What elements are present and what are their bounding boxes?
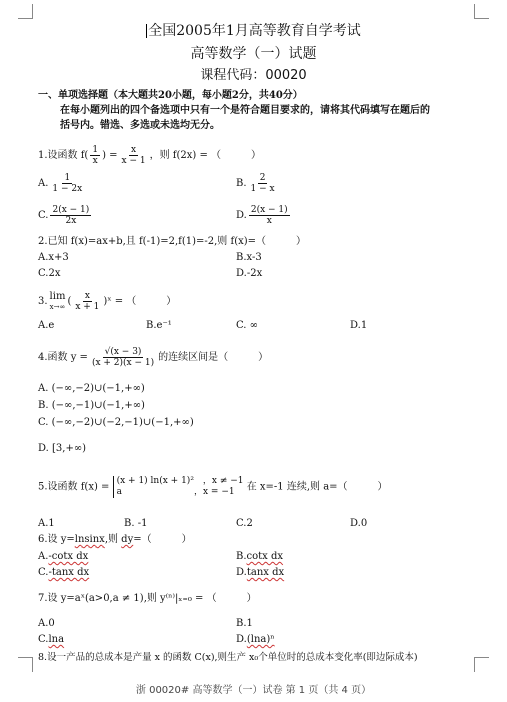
q1-rhs-fraction <box>120 145 148 166</box>
q7-d-label: D. <box>236 634 247 645</box>
q1-rhs-num: x <box>131 145 137 155</box>
q1-a-den: 1 − 2x <box>52 184 83 194</box>
q1-rhs-den: x − 1 <box>121 156 146 166</box>
q2-option-c: C.2x <box>38 268 61 279</box>
q6-dy: dy <box>121 534 134 545</box>
q1-c-fraction <box>50 205 91 226</box>
q3-num: x <box>84 291 90 301</box>
q5-case-1: (x + 1) ln(x + 1)² ，x ≠ −1 <box>116 476 244 486</box>
crop-mark-bottom-right <box>474 657 489 672</box>
q2-option-a: A.x+3 <box>38 252 69 263</box>
q1-arg-num: 1 <box>92 145 99 155</box>
q7-option-c <box>38 634 64 646</box>
q7-option-a: A.0 <box>38 618 55 629</box>
q4-num: √(x − 3) <box>104 347 142 357</box>
q4-suffix: 的连续区间是（ ） <box>158 352 269 363</box>
q1-d-label: D. <box>236 210 247 221</box>
q6-option-b <box>236 551 283 563</box>
q3-fraction <box>73 291 101 312</box>
q1-option-b <box>236 173 279 194</box>
exam-title-text: 全国2005年1月高等教育自学考试 <box>148 23 361 39</box>
q6-a-label: A. <box>38 551 49 562</box>
q6-func: lnsinx <box>74 534 105 545</box>
q4-option-a: A. (−∞,−2)∪(−1,+∞) <box>38 383 145 394</box>
q5-option-d: D.0 <box>350 518 368 529</box>
q3-option-b: B.e⁻¹ <box>146 320 172 331</box>
q6-prefix: 6.设 y= <box>38 534 75 545</box>
q1-d-fraction <box>249 205 290 226</box>
course-code: 课程代码：00020 <box>200 68 307 83</box>
q1-arg-den: x <box>92 156 98 166</box>
question-8-stem: 8.设一产品的总成本是产量 x 的函数 C(x),则生产 x₀个单位时的总成本变化率(即边际成本) <box>38 652 418 663</box>
q3-limit <box>50 292 66 312</box>
q6-c-label: C. <box>38 567 49 578</box>
q1-a-num: 1 <box>64 173 71 183</box>
q6-d-label: D. <box>236 567 247 578</box>
q3-prefix: 3. <box>38 296 48 307</box>
q1-eq: ) = <box>102 150 118 161</box>
q7-c-text: lna <box>48 634 65 645</box>
page-footer: 浙 00020# 高等数学（一）试卷 第 1 页（共 4 页） <box>135 685 372 696</box>
q3-option-c: C. ∞ <box>236 320 258 331</box>
q3-lim: lim <box>49 290 66 302</box>
q3-lim-sub: x→∞ <box>49 302 66 311</box>
q1-d-den: x <box>266 216 272 226</box>
q6-option-c <box>38 567 89 579</box>
q6-c-text: -tanx dx <box>48 567 90 578</box>
crop-mark-bottom-left <box>18 657 33 672</box>
instruction-line-1: 在每小题列出的四个备选项中只有一个是符合题目要求的，请将其代码填写在题后的 <box>60 105 430 116</box>
q4-den: (x + 2)(x − 1) <box>91 358 155 368</box>
q1-c-den: 2x <box>65 216 77 226</box>
question-1-stem <box>38 145 261 166</box>
section-heading: 一、单项选择题（本大题共20小题，每小题2分，共40分） <box>38 90 303 101</box>
subject-title: 高等数学（一）试题 <box>190 46 317 62</box>
q6-b-label: B. <box>236 551 247 562</box>
exam-title <box>0 23 507 39</box>
q3-den: x + 1 <box>75 302 100 312</box>
q1-option-c <box>38 205 93 226</box>
q6-suffix: =（ ） <box>133 534 192 545</box>
q1-prefix: 1.设函数 f( <box>38 150 89 161</box>
q4-option-c: C. (−∞,−2)∪(−2,−1)∪(−1,+∞) <box>38 417 194 428</box>
question-4-stem <box>38 347 268 368</box>
q1-d-num: 2(x − 1) <box>250 205 288 215</box>
q3-open: ( <box>67 296 72 307</box>
q1-b-num: 2 <box>259 173 266 183</box>
question-2-stem: 2.已知 f(x)=ax+b,且 f(-1)=2,f(1)=-2,则 f(x)=（ ） <box>38 236 307 247</box>
q6-option-a <box>38 551 88 563</box>
q6-a-text: -cotx dx <box>48 551 89 562</box>
q2-option-d: D.-2x <box>236 268 263 279</box>
crop-mark-top-right <box>474 4 489 19</box>
q7-c-label: C. <box>38 634 49 645</box>
q7-d-text: (lna)ⁿ <box>246 634 275 645</box>
q4-option-d: D. [3,+∞) <box>38 443 87 454</box>
q3-close: )ˣ = （ ） <box>103 296 177 307</box>
q6-mid: ,则 <box>104 534 122 545</box>
q4-option-b: B. (−∞,−1)∪(−1,+∞) <box>38 400 145 411</box>
question-7-stem: 7.设 y=aˣ(a>0,a ≠ 1),则 y⁽ⁿ⁾|ₓ₌₀ = （ ） <box>38 593 257 604</box>
q1-suffix: ，则 f(2x) = （ ） <box>149 150 262 161</box>
q1-b-den: 1 − x <box>250 184 275 194</box>
q5-option-a: A.1 <box>38 518 55 529</box>
question-5-stem <box>38 476 388 498</box>
q1-option-a <box>38 173 86 194</box>
q1-a-label: A. <box>38 178 49 189</box>
q1-a-fraction <box>50 173 84 194</box>
q5-case-2: a ，x = −1 <box>116 487 235 497</box>
q1-c-label: C. <box>38 210 49 221</box>
q2-option-b: B.x-3 <box>236 252 262 263</box>
q6-d-text: tanx dx <box>246 567 285 578</box>
q5-piecewise <box>113 476 244 498</box>
q3-option-d: D.1 <box>350 320 368 331</box>
question-6-stem <box>38 534 192 546</box>
q6-option-d <box>236 567 284 579</box>
instruction-line-2: 括号内。错选、多选或未选均无分。 <box>60 120 220 131</box>
q5-option-c: C.2 <box>236 518 253 529</box>
question-3-stem <box>38 291 176 312</box>
q1-option-d <box>236 205 292 226</box>
q4-fraction <box>90 347 156 368</box>
q5-option-b: B. -1 <box>124 518 148 529</box>
q1-b-label: B. <box>236 178 247 189</box>
q4-prefix: 4.函数 y = <box>38 352 88 363</box>
q5-prefix: 5.设函数 f(x) = <box>38 481 110 493</box>
q3-option-a: A.e <box>38 320 55 331</box>
q1-c-num: 2(x − 1) <box>52 205 90 215</box>
crop-mark-top-left <box>18 4 33 19</box>
q1-arg-fraction <box>90 145 100 166</box>
q7-option-d <box>236 634 275 646</box>
q5-suffix: 在 x=-1 连续,则 a=（ ） <box>246 481 388 493</box>
q6-b-text: cotx dx <box>246 551 284 562</box>
q1-b-fraction <box>249 173 277 194</box>
q7-option-b: B.1 <box>236 618 253 629</box>
